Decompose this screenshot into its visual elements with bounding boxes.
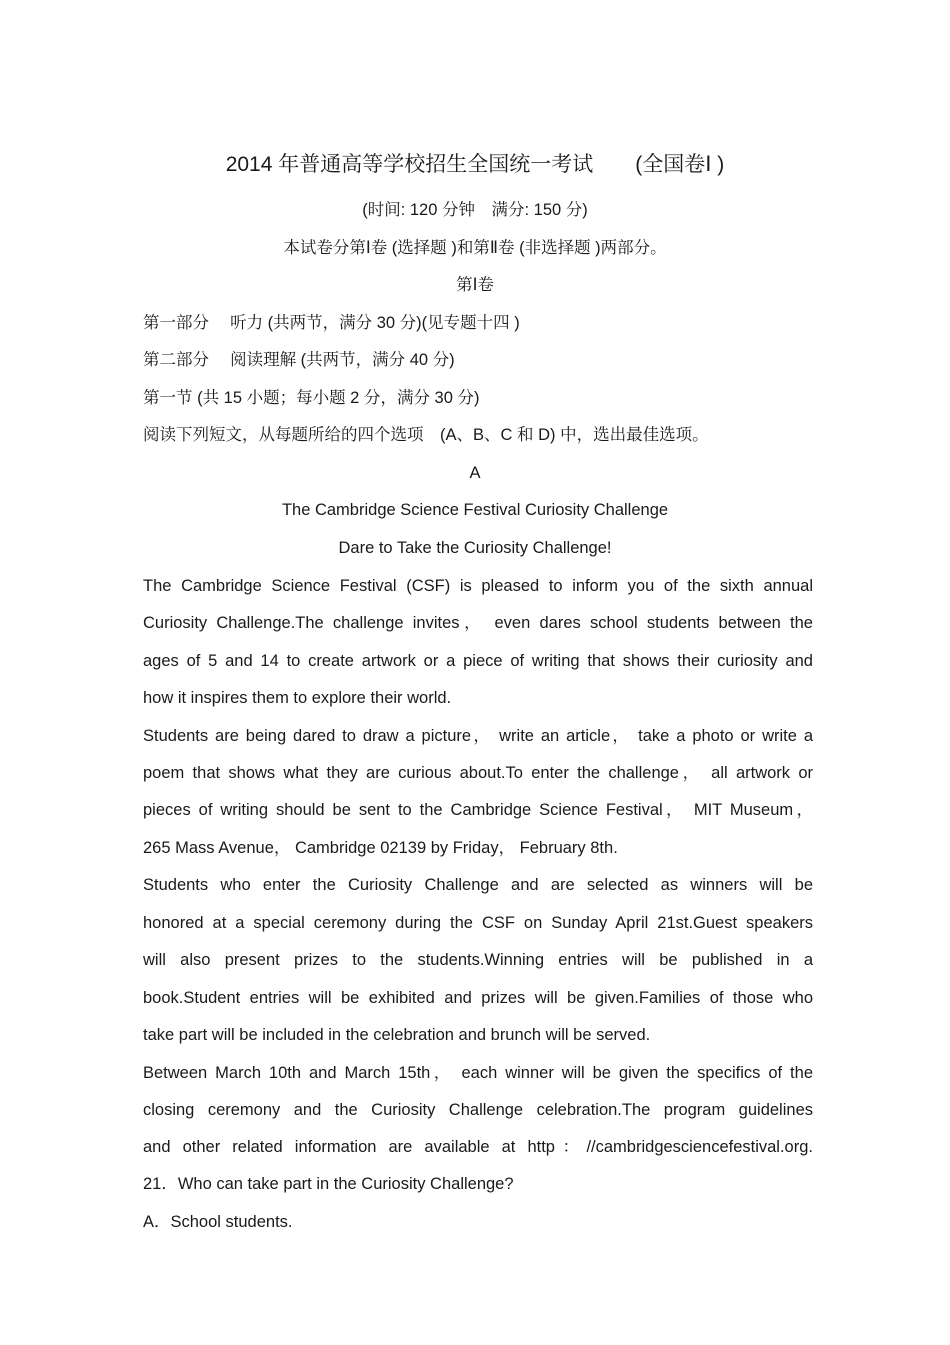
time-info: (时间: 120 分钟 满分: 150 分)	[362, 201, 588, 219]
passage-title: The Cambridge Science Festival Curiosity Challenge	[281, 501, 669, 519]
section1-heading: 第一节 (共 15 小题；每小题 2 分，满分 30 分)	[143, 389, 480, 407]
instructions: 阅读下列短文，从每题所给的四个选项 (A、B、C 和 D) 中，选出最佳选项。	[143, 426, 709, 444]
passage-line: take part will be included in the celebration and brunch will be served.	[143, 1026, 651, 1044]
part2-heading: 第二部分 阅读理解 (共两节，满分 40 分)	[143, 351, 455, 369]
passage-line: The Cambridge Science Festival (CSF) is pleased to inform you of the sixth annual	[143, 577, 813, 595]
part1-heading: 第一部分 听力 (共两节，满分 30 分)(见专题十四 )	[143, 314, 520, 332]
passage-line: closing ceremony and the Curiosity Challenge celebration.The program guidelines	[143, 1101, 813, 1119]
passage-label: A	[469, 464, 481, 482]
question-21-option-a: A．School students.	[143, 1213, 293, 1231]
passage-subtitle: Dare to Take the Curiosity Challenge!	[338, 539, 612, 557]
passage-line: 265 Mass Avenue， Cambridge 02139 by Friday， February 8th.	[143, 839, 618, 857]
passage-line: how it inspires them to explore their world.	[143, 689, 452, 707]
structure-note: 本试卷分第Ⅰ卷 (选择题 )和第Ⅱ卷 (非选择题 )两部分。	[283, 239, 667, 257]
passage-line: honored at a special ceremony during the CSF on Sunday April 21st.Guest speakers	[143, 914, 813, 932]
passage-line: Students who enter the Curiosity Challenge and are selected as winners will be	[143, 876, 813, 894]
passage-line: and other related information are available at http：//cambridgesciencefestival.org.	[143, 1138, 813, 1156]
passage-line: ages of 5 and 14 to create artwork or a piece of writing that shows their curiosity and	[143, 652, 813, 670]
exam-title: 2014 年普通高等学校招生全国统一考试 (全国卷Ⅰ )	[225, 153, 725, 176]
passage-line: poem that shows what they are curious about.To enter the challenge， all artwork or	[143, 764, 813, 782]
question-21-stem: 21．Who can take part in the Curiosity Challenge?	[143, 1175, 514, 1193]
passage-line: Between March 10th and March 15th， each winner will be given the specifics of the	[143, 1064, 813, 1082]
passage-line: will also present prizes to the students.Winning entries will be published in a	[143, 951, 813, 969]
passage-line: pieces of writing should be sent to the Cambridge Science Festival， MIT Museum，	[143, 801, 813, 819]
volume-label: 第Ⅰ卷	[456, 276, 494, 294]
passage-line: Curiosity Challenge.The challenge invites， even dares school students between the	[143, 614, 813, 632]
passage-line: book.Student entries will be exhibited and prizes will be given.Families of those who	[143, 989, 813, 1007]
passage-line: Students are being dared to draw a picture， write an article， take a photo or write a	[143, 727, 813, 745]
